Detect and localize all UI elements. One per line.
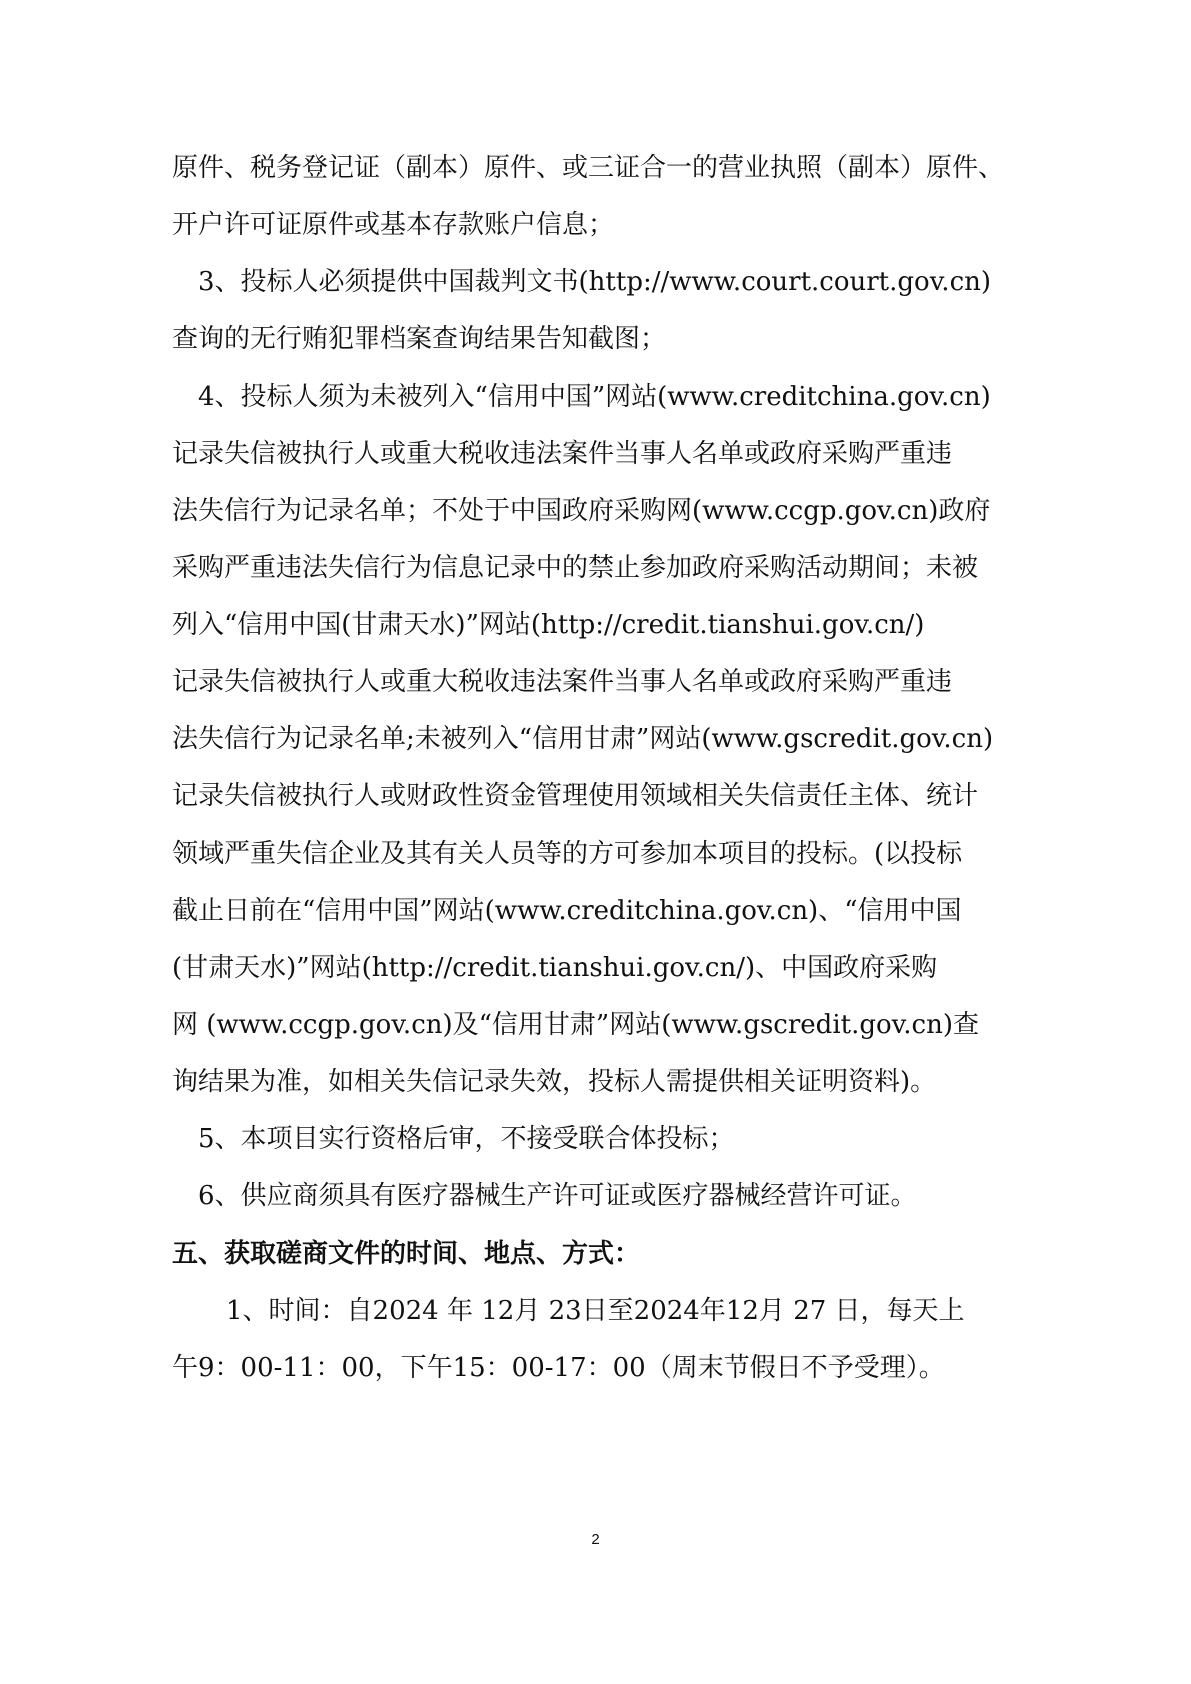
text-line-2: 开户许可证原件或基本存款账户信息； <box>172 210 615 240</box>
item-4-line-4: 采购严重违法失信行为信息记录中的禁止参加政府采购活动期间；未被 <box>172 553 979 583</box>
item-4-line-2: 记录失信被执行人或重大税收违法案件当事人名单或政府采购严重违 <box>172 439 953 469</box>
item-4-line-3: 法失信行为记录名单；不处于中国政府采购网(www.ccgp.gov.cn)政府 <box>172 496 991 526</box>
item-4-line-1: 4、投标人须为未被列入“信用中国”网站(www.creditchina.gov.cn) <box>198 382 991 412</box>
text-line-1: 原件、税务登记证（副本）原件、或三证合一的营业执照（副本）原件、 <box>172 153 1005 183</box>
item-4-line-7: 法失信行为记录名单;未被列入“信用甘肃”网站(www.gscredit.gov.cn) <box>172 724 994 754</box>
item-3-line-1: 3、投标人必须提供中国裁判文书(http://www.court.court.gov.cn) <box>198 267 992 297</box>
time-line-1: 1、时间：自2024 年 12月 23日至2024年12月 27 日，每天上 <box>226 1296 965 1326</box>
item-4-line-5: 列入“信用中国(甘肃天水)”网站(http://credit.tianshui.gov.cn/) <box>172 610 925 640</box>
section-heading: 五、获取磋商文件的时间、地点、方式： <box>172 1239 641 1269</box>
item-4-line-6: 记录失信被执行人或重大税收违法案件当事人名单或政府采购严重违 <box>172 667 953 697</box>
item-5-line: 5、本项目实行资格后审，不接受联合体投标； <box>198 1124 735 1154</box>
item-4-line-10: 截止日前在“信用中国”网站(www.creditchina.gov.cn)、“信用中国 <box>172 896 962 926</box>
item-4-line-8: 记录失信被执行人或财政性资金管理使用领域相关失信责任主体、统计 <box>172 781 979 811</box>
item-6-line: 6、供应商须具有医疗器械生产许可证或医疗器械经营许可证。 <box>198 1181 917 1211</box>
item-3-line-2: 查询的无行贿犯罪档案查询结果告知截图； <box>172 324 667 354</box>
item-4-line-9: 领域严重失信企业及其有关人员等的方可参加本项目的投标。(以投标 <box>172 839 963 869</box>
time-line-2: 午9：00-11：00，下午15：00-17：00（周末节假日不予受理）。 <box>172 1353 945 1383</box>
page-number: 2 <box>591 1531 600 1548</box>
item-4-line-11: (甘肃天水)”网站(http://credit.tianshui.gov.cn/)、中国政府采购 <box>172 953 938 983</box>
item-4-line-13: 询结果为准，如相关失信记录失效，投标人需提供相关证明资料)。 <box>172 1067 937 1097</box>
item-4-line-12: 网 (www.ccgp.gov.cn)及“信用甘肃”网站(www.gscredit.gov.cn)查 <box>172 1010 979 1040</box>
